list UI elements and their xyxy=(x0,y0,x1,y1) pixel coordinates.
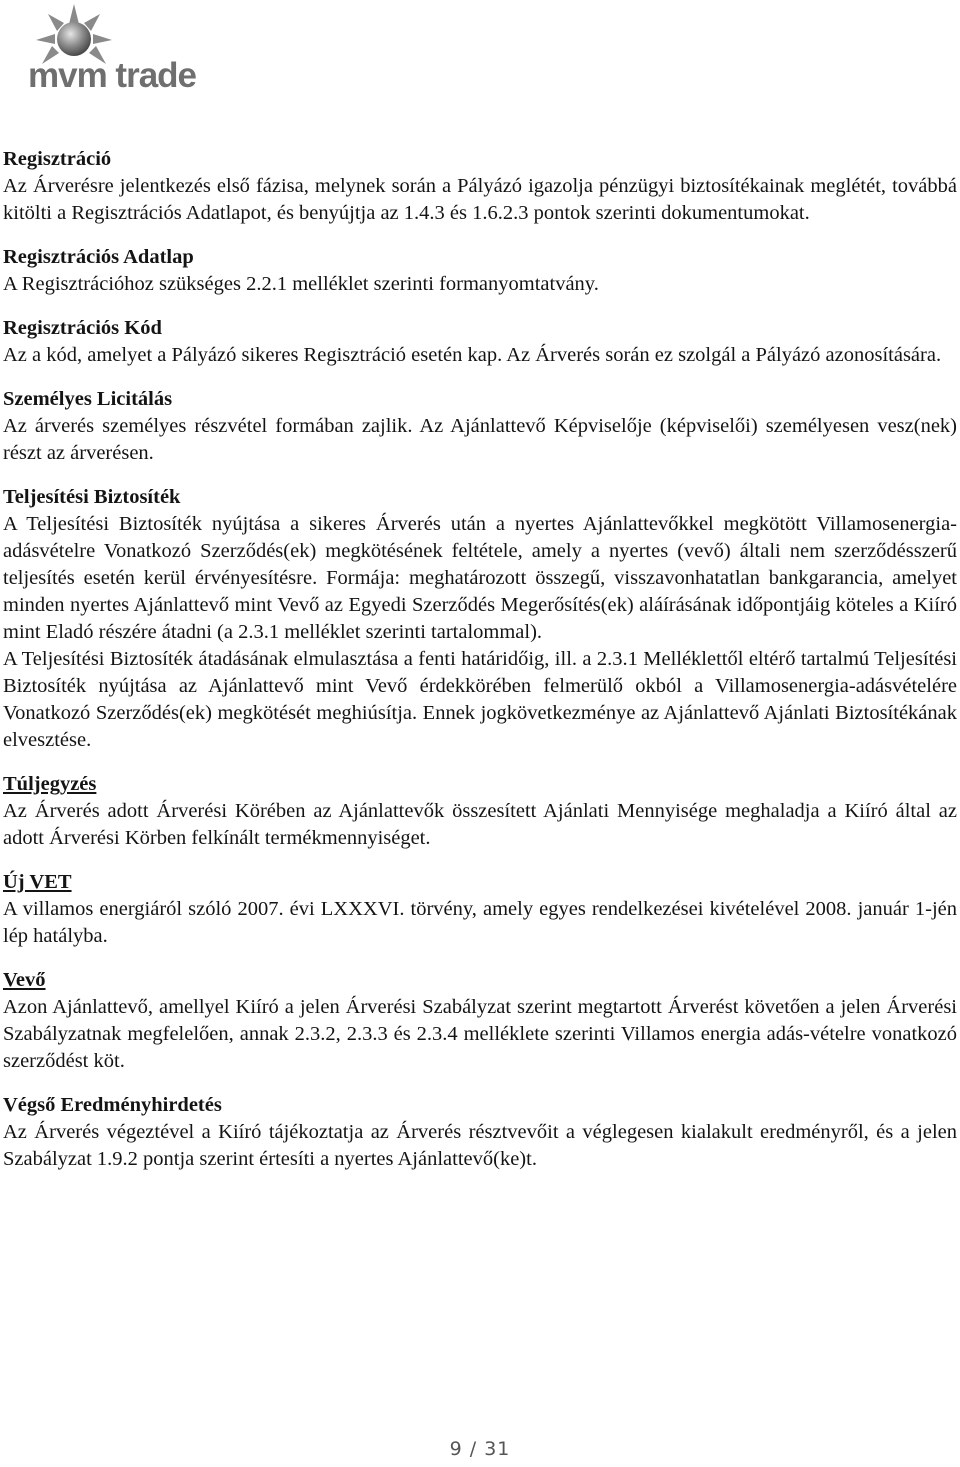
definition-section xyxy=(3,244,957,298)
document-body xyxy=(3,146,957,1190)
section-heading: Személyes Licitálás xyxy=(3,388,173,410)
section-paragraph: Az Árverésre jelentkezés első fázisa, melynek során a Pályázó igazolja pénzügyi biztosítékainak meglétét, továbbá kitölti a Regisztrációs Adatlapot, és benyújtja az 1.4.3 és 1.6.2.3 pontok szerinti dokumentumokat. xyxy=(3,175,957,224)
definition-section xyxy=(3,1092,957,1173)
section-heading: Regisztrációs Adatlap xyxy=(3,246,194,268)
page-number: 9 / 31 xyxy=(449,1438,511,1460)
section-heading: Végső Eredményhirdetés xyxy=(3,1094,222,1116)
section-paragraph: A Teljesítési Biztosíték átadásának elmulasztása a fenti határidőig, ill. a 2.3.1 Melléklettől eltérő tartalmú Teljesítési Biztosíték nyújtása az Ajánlattevő mint Vevő érdekkörében felmerülő okból a Villamosenergia-adásvételére Vonatkozó Szerződés(ek) megkötését meghiúsítja. Ennek jogkövetkezménye az Ajánlattevő Ajánlati Biztosítékának elvesztése. xyxy=(3,648,957,751)
section-paragraph: Az Árverés adott Árverési Körében az Ajánlattevők összesített Ajánlati Mennyisége meghaladja a Kiíró által az adott Árverési Körben felkínált termékmennyiséget. xyxy=(3,800,957,849)
definition-section xyxy=(3,315,957,369)
section-paragraph: Az a kód, amelyet a Pályázó sikeres Regisztráció esetén kap. Az Árverés során ez szolgál a Pályázó azonosítására. xyxy=(3,344,942,366)
sun-disc-icon xyxy=(57,22,91,56)
definition-section xyxy=(3,146,957,227)
definition-section xyxy=(3,386,957,467)
section-paragraph: A Teljesítési Biztosíték nyújtása a sikeres Árverés után a nyertes Ajánlattevőkkel megkötött Villamosenergia-adásvételre Vonatkozó Szerződés(ek) megkötésének feltétele, amely a nyertes (vevő) általi nem szerződésszerű teljesítés esetén kerül érvényesítésre. Formája: meghatározott összegű, visszavonhatatlan bankgarancia, amelyet minden nyertes Ajánlattevő mint Vevő az Egyedi Szerződés Megerősítés(ek) aláírásának időpontjáig köteles a Kiíró mint Eladó részére átadni (a 2.3.1 melléklet szerinti tartalommal). xyxy=(3,513,957,643)
section-paragraph: Az Árverés végeztével a Kiíró tájékoztatja az Árverés résztvevőit a véglegesen kialakult eredményről, és a jelen Szabályzat 1.9.2 pontja szerint értesíti a nyertes Ajánlattevő(ke)t. xyxy=(3,1121,957,1170)
logo-wordmark: mvm trade xyxy=(28,56,197,95)
section-paragraph: Azon Ajánlattevő, amellyel Kiíró a jelen Árverési Szabályzat szerint megtartott Árverést követően a jelen Árverési Szabályzatnak megfelelően, annak 2.3.2, 2.3.3 és 2.3.4 melléklete szerinti Villamos energia adás-vételre vonatkozó szerződést köt. xyxy=(3,996,957,1072)
definition-section xyxy=(3,869,957,950)
section-heading: Regisztrációs Kód xyxy=(3,317,162,339)
section-heading: Túljegyzés xyxy=(3,773,97,795)
section-heading: Regisztráció xyxy=(3,148,112,170)
section-heading: Új VET xyxy=(3,871,72,893)
definition-section xyxy=(3,484,957,754)
section-paragraph: A Regisztrációhoz szükséges 2.2.1 melléklet szerinti formanyomtatvány. xyxy=(3,273,599,295)
section-heading: Vevő xyxy=(3,969,46,991)
definition-section xyxy=(3,967,957,1075)
section-paragraph: A villamos energiáról szóló 2007. évi LXXXVI. törvény, amely egyes rendelkezései kivételével 2008. január 1-jén lép hatályba. xyxy=(3,898,957,947)
section-heading: Teljesítési Biztosíték xyxy=(3,486,181,508)
definition-section xyxy=(3,771,957,852)
mvm-trade-logo xyxy=(22,2,212,98)
section-paragraph: Az árverés személyes részvétel formában zajlik. Az Ajánlattevő Képviselője (képviselői) személyesen vesz(nek) részt az árverésen. xyxy=(3,415,957,464)
